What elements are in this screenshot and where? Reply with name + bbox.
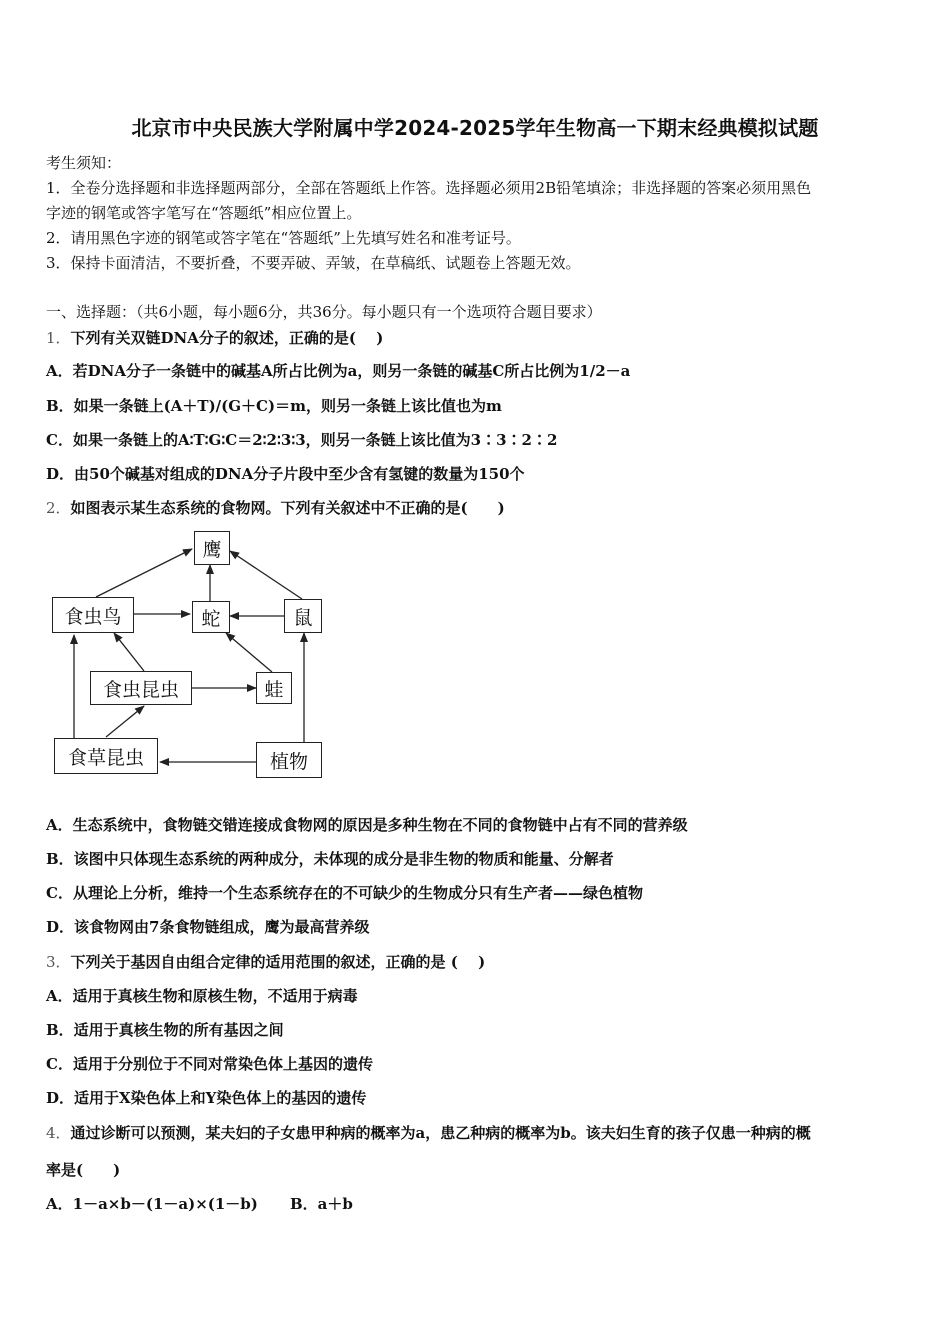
food-web-diagram bbox=[44, 525, 344, 785]
q2-option-b: B．该图中只体现生态系统的两种成分，未体现的成分是非生物的物质和能量、分解者 bbox=[46, 850, 614, 868]
question-number: 2． bbox=[46, 499, 71, 517]
question-4 bbox=[46, 1122, 811, 1143]
notice-heading: 考生须知： bbox=[46, 154, 122, 172]
node-insectivorous-insect: 食虫昆虫 bbox=[90, 671, 192, 705]
question-stem: 通过诊断可以预测，某夫妇的子女患甲种病的概率为a，患乙种病的概率为b。该夫妇生育的孩子仅患一种病的概 bbox=[70, 1124, 811, 1142]
question-number: 1． bbox=[46, 329, 71, 347]
question-number: 3． bbox=[46, 953, 71, 971]
node-mouse: 鼠 bbox=[284, 599, 322, 633]
section-heading: 一、选择题：（共6小题，每小题6分，共36分。每小题只有一个选项符合题目要求） bbox=[46, 303, 602, 321]
node-plant: 植物 bbox=[256, 742, 322, 778]
q3-option-b: B．适用于真核生物的所有基因之间 bbox=[46, 1021, 284, 1039]
question-stem: 下列有关双链DNA分子的叙述，正确的是( ) bbox=[70, 329, 384, 347]
question-stem: 下列关于基因自由组合定律的适用范围的叙述，正确的是 ( ) bbox=[70, 953, 486, 971]
notice-line-1: 1．全卷分选择题和非选择题两部分，全部在答题纸上作答。选择题必须用2B铅笔填涂；非选择题的答案必须用黑色 bbox=[46, 179, 812, 197]
node-frog: 蛙 bbox=[256, 672, 292, 704]
node-insectivorous-bird: 食虫鸟 bbox=[52, 597, 134, 633]
question-1 bbox=[46, 327, 383, 348]
notice-line-2: 字迹的钢笔或答字笔写在“答题纸”相应位置上。 bbox=[46, 204, 362, 222]
arrow-insecteater-to-bird bbox=[114, 633, 144, 671]
q2-option-a: A．生态系统中，食物链交错连接成食物网的原因是多种生物在不同的食物链中占有不同的营养级 bbox=[46, 816, 688, 834]
question-4-stem-continued: 率是( ) bbox=[46, 1161, 121, 1179]
q1-option-b: B．如果一条链上(A＋T)/(G＋C)＝m，则另一条链上该比值也为m bbox=[46, 397, 502, 415]
q1-option-a: A．若DNA分子一条链中的碱基A所占比例为a，则另一条链的碱基C所占比例为1/2－a bbox=[46, 362, 631, 380]
q4-option-a: A．1－a×b－(1－a)×(1－b) bbox=[46, 1195, 258, 1213]
q2-option-c: C．从理论上分析，维持一个生态系统存在的不可缺少的生物成分只有生产者——绿色植物 bbox=[46, 884, 643, 902]
arrow-frog-to-snake bbox=[226, 633, 272, 672]
node-snake: 蛇 bbox=[192, 601, 230, 633]
node-eagle: 鹰 bbox=[194, 531, 230, 565]
question-stem: 如图表示某生态系统的食物网。下列有关叙述中不正确的是( ) bbox=[70, 499, 505, 517]
notice-line-4: 3．保持卡面清洁，不要折叠，不要弄破、弄皱，在草稿纸、试题卷上答题无效。 bbox=[46, 254, 581, 272]
node-herbivorous-insect: 食草昆虫 bbox=[54, 738, 158, 774]
q3-option-d: D．适用于X染色体上和Y染色体上的基因的遗传 bbox=[46, 1089, 367, 1107]
q3-option-c: C．适用于分别位于不同对常染色体上基因的遗传 bbox=[46, 1055, 373, 1073]
question-2 bbox=[46, 497, 505, 518]
q1-option-d: D．由50个碱基对组成的DNA分子片段中至少含有氢键的数量为150个 bbox=[46, 465, 525, 483]
q1-option-c: C．如果一条链上的A∶T∶G∶C＝2∶2∶3∶3，则另一条链上该比值为3∶3∶2∶2 bbox=[46, 431, 558, 449]
arrow-mouse-to-eagle bbox=[230, 551, 302, 599]
arrow-herbivore-to-insecteater bbox=[106, 706, 144, 737]
question-number: 4． bbox=[46, 1124, 71, 1142]
q3-option-a: A．适用于真核生物和原核生物，不适用于病毒 bbox=[46, 987, 358, 1005]
q4-option-b: B．a＋b bbox=[290, 1195, 353, 1213]
arrow-bird-to-eagle bbox=[96, 549, 192, 597]
question-3 bbox=[46, 951, 485, 972]
notice-line-3: 2．请用黑色字迹的钢笔或答字笔在“答题纸”上先填写姓名和准考证号。 bbox=[46, 229, 521, 247]
page-title: 北京市中央民族大学附属中学2024-2025学年生物高一下期末经典模拟试题 bbox=[131, 116, 819, 140]
q2-option-d: D．该食物网由7条食物链组成，鹰为最高营养级 bbox=[46, 918, 370, 936]
